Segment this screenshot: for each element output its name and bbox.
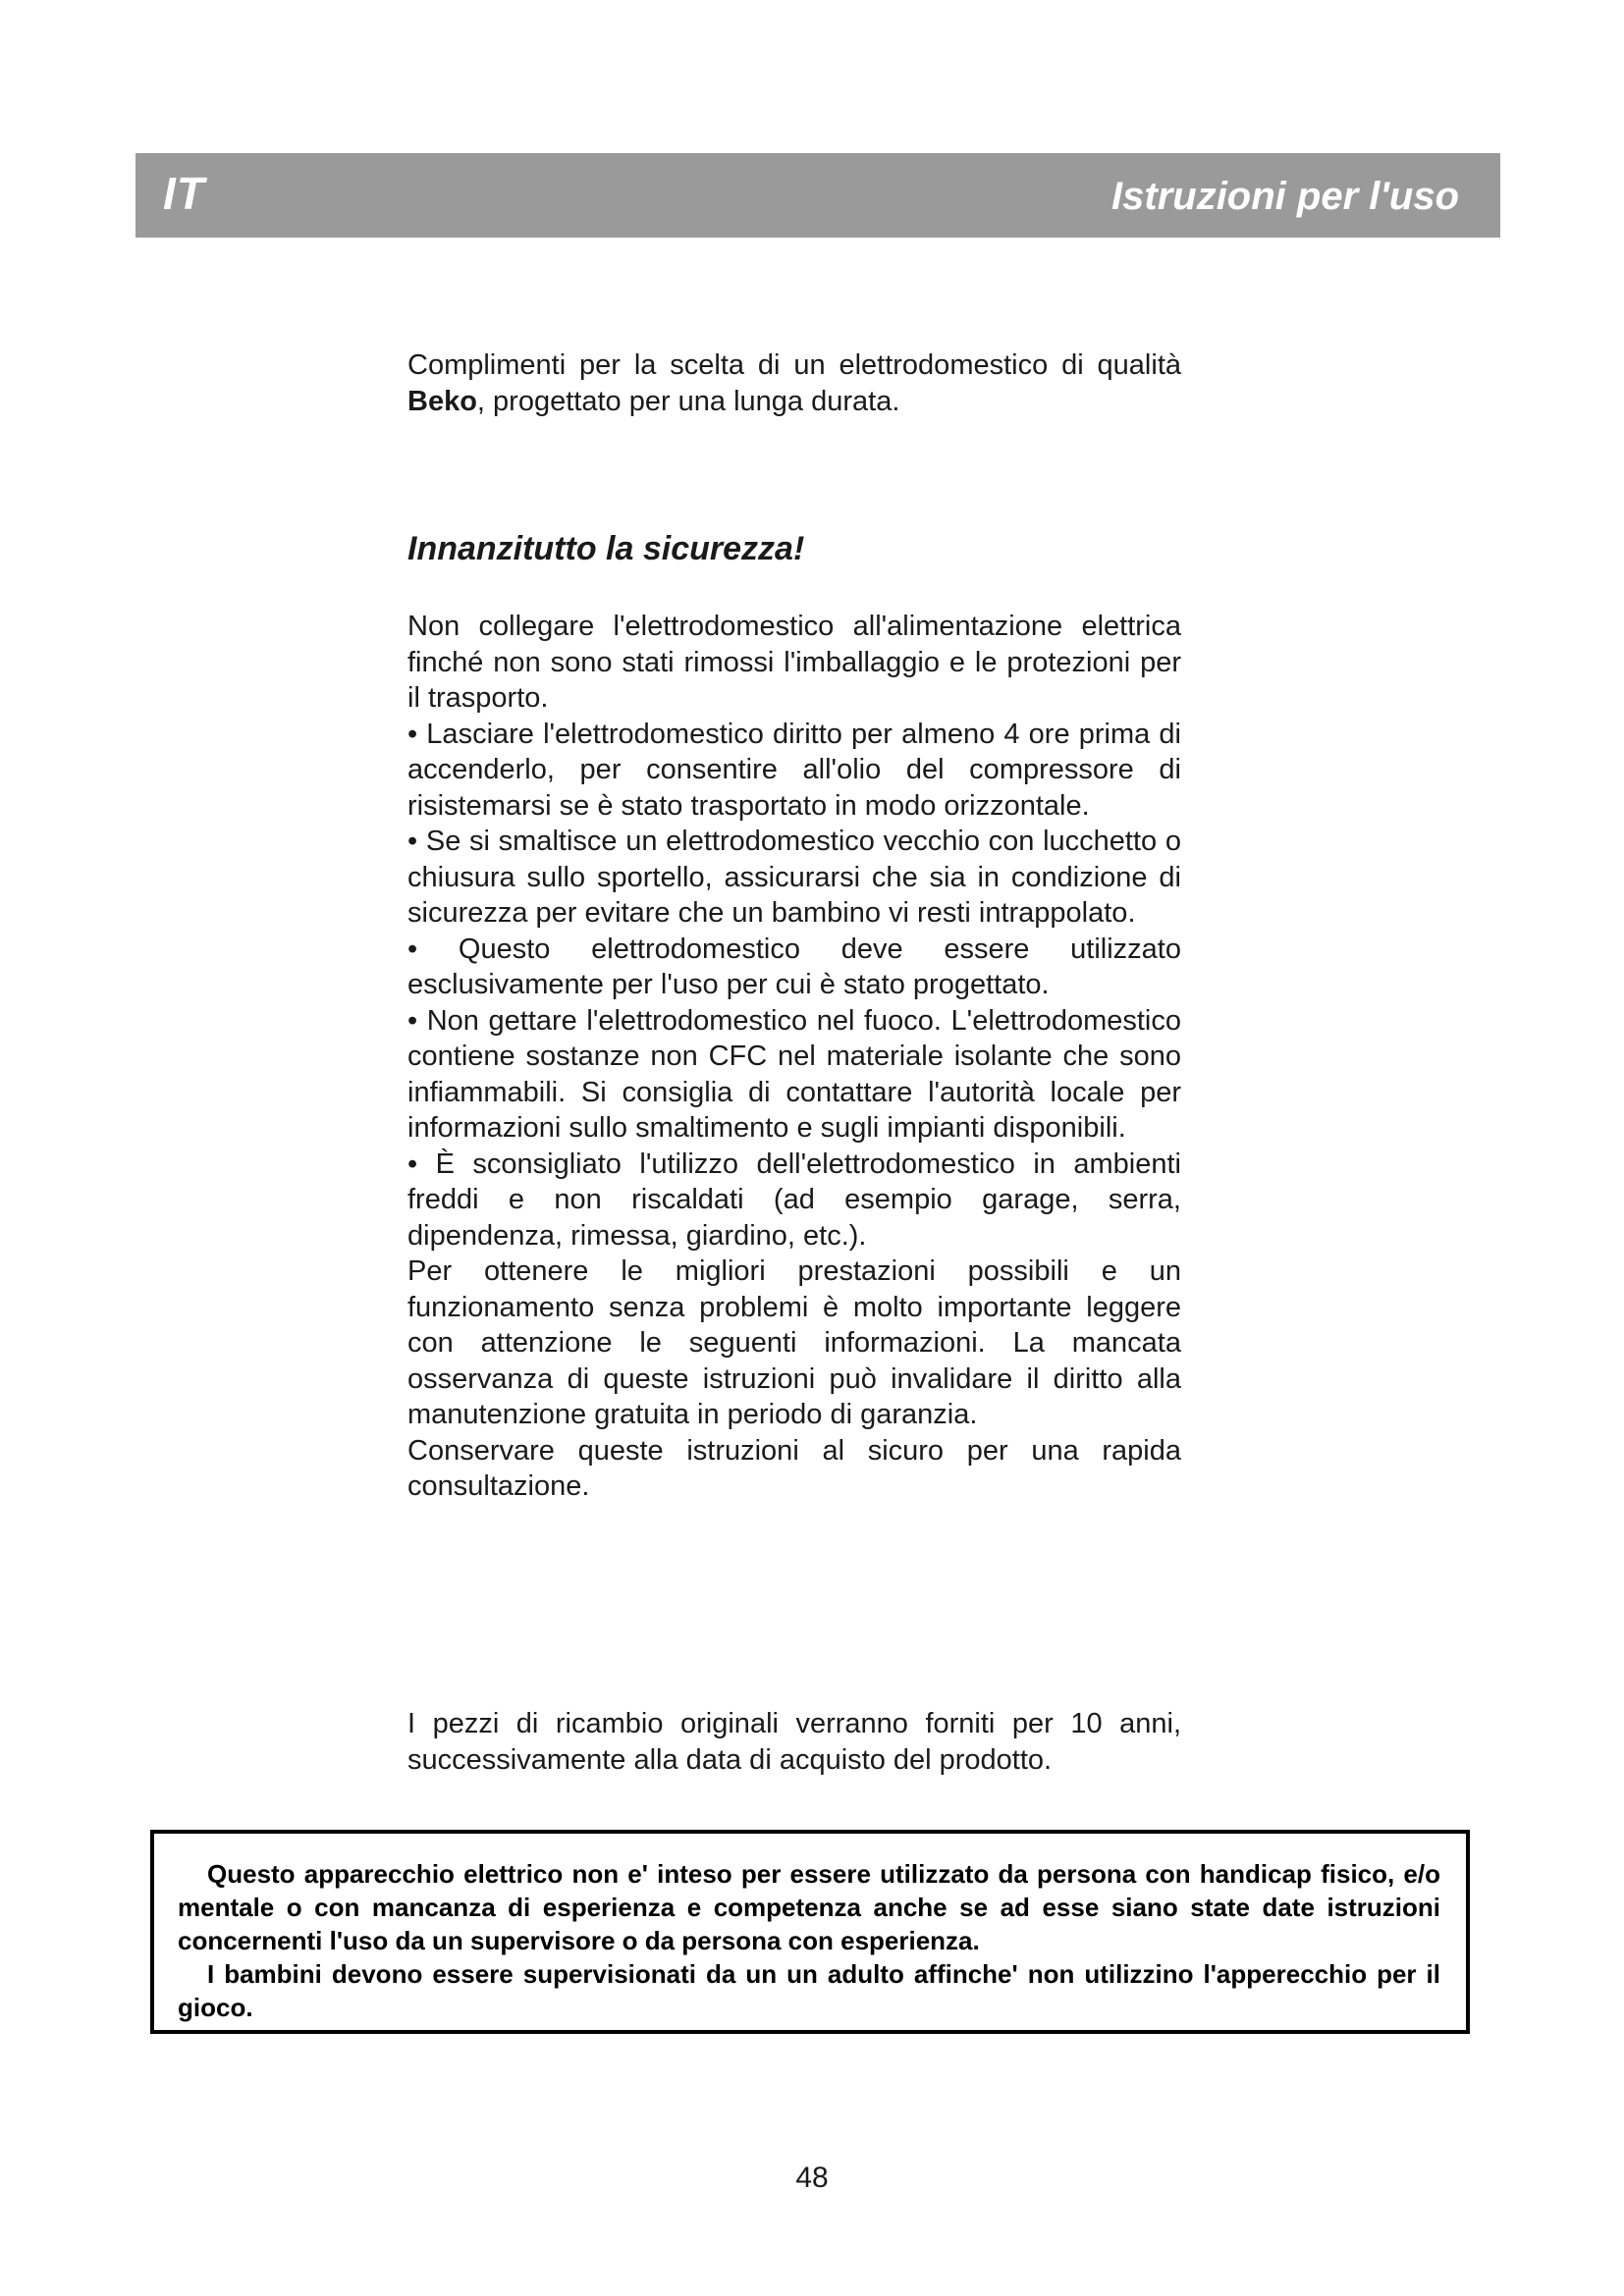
safety-bullet: • Se si smaltisce un elettrodomestico vecchio con lucchetto o chiusura sullo sportello, assicurarsi che sia in condizione di sicurezza per evitare che un bambino vi resti intrappolato. [407,826,1181,929]
safety-body [407,609,1181,1505]
header-bar [135,153,1500,238]
intro-paragraph [407,347,1181,419]
safety-paragraph: Per ottenere le migliori prestazioni possibili e un funzionamento senza problemi è molto importante leggere con attenzione le seguenti informazioni. La mancata osservanza di queste istruzioni può invalidare il diritto alla manutenzione gratuita in periodo di garanzia. [407,1255,1181,1430]
intro-text-after: , progettato per una lunga durata. [476,385,900,417]
brand-name: Beko [407,385,477,417]
page-number: 48 [795,2162,829,2194]
safety-heading: Innanzitutto la sicurezza! [407,530,805,567]
language-code: IT [163,168,205,219]
safety-paragraph: Conservare queste istruzioni al sicuro per una rapida consultazione. [407,1434,1181,1502]
safety-bullet: • Lasciare l'elettrodomestico diritto per almeno 4 ore prima di accenderlo, per consentire all'olio del compressore di risistemarsi se è stato trasportato in modo orizzontale. [407,718,1181,822]
safety-bullet: • Questo elettrodomestico deve essere utilizzato esclusivamente per l'uso per cui è stato progettato. [407,933,1181,1000]
manual-title: Istruzioni per l'uso [1111,175,1459,218]
safety-bullet: • È sconsigliato l'utilizzo dell'elettrodomestico in ambienti freddi e non riscaldati (ad esempio garage, serra, dipendenza, rimessa, giardino, etc.). [407,1148,1181,1252]
warning-notice-box [150,1830,1470,2034]
safety-bullet: • Non gettare l'elettrodomestico nel fuoco. L'elettrodomestico contiene sostanze non CFC nel materiale isolante che sono infiammabili. Si consiglia di contattare l'autorità locale per informazioni sullo smaltimento e sugli impianti disponibili. [407,1004,1181,1144]
notice-paragraph: I bambini devono essere supervisionati da un un adulto affinche' non utilizzino l'apperecchio per il gioco. [178,1959,1440,2022]
intro-text-before: Complimenti per la scelta di un elettrodomestico di qualità [407,349,1181,381]
spare-parts-paragraph: I pezzi di ricambio originali verranno forniti per 10 anni, successivamente alla data di acquisto del prodotto. [407,1708,1181,1776]
notice-paragraph: Questo apparecchio elettrico non e' inteso per essere utilizzato da persona con handicap fisico, e/o mentale o con mancanza di esperienza e competenza anche se ad esse siano state date istruzioni concernenti l'uso da un supervisore o da persona con esperienza. [178,1859,1440,1955]
safety-paragraph: Non collegare l'elettrodomestico all'alimentazione elettrica finché non sono stati rimossi l'imballaggio e le protezioni per il trasporto. [407,611,1181,714]
